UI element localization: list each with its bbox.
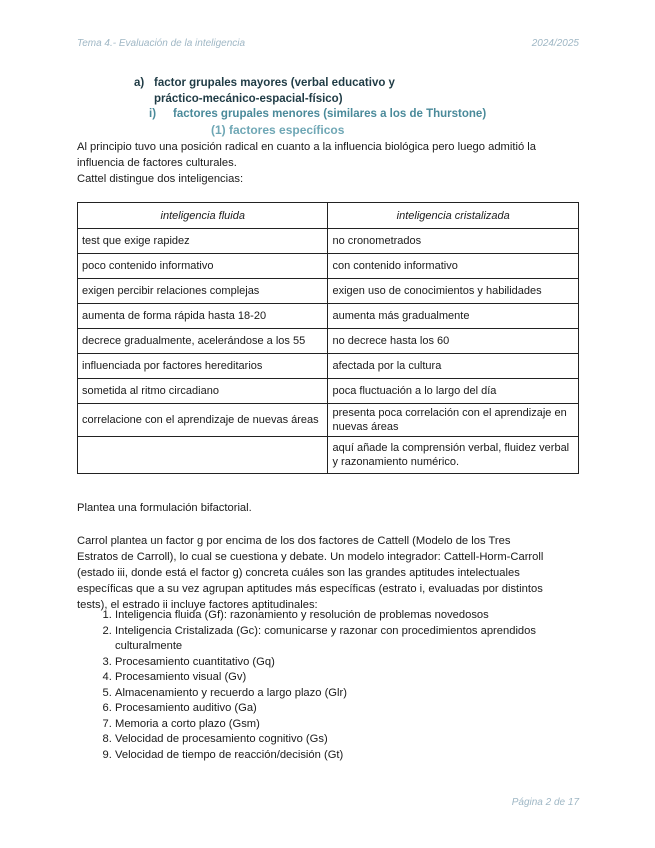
table-cell: afectada por la cultura	[328, 354, 579, 379]
table-row	[78, 437, 579, 474]
table-row	[78, 304, 579, 329]
table-row	[78, 379, 579, 404]
table-cell: sometida al ritmo circadiano	[78, 379, 328, 404]
list-item: 4. Procesamiento visual (Gv)	[115, 670, 585, 686]
outline-a-line1: factor grupales mayores (verbal educativo y	[154, 77, 395, 89]
table-cell: poca fluctuación a lo largo del día	[328, 379, 579, 404]
carrol-line: tests), el estrado ii incluye factores aptitudinales:	[77, 599, 318, 611]
intro-line: Al principio tuvo una posición radical en cuanto a la influencia biológica pero luego admitió la	[77, 141, 536, 153]
intro-line: influencia de factores culturales.	[77, 157, 237, 169]
carrol-line: Carrol plantea un factor g por encima de los dos factores de Cattell (Modelo de los Tres	[77, 535, 511, 547]
intro-paragraph	[77, 139, 582, 187]
carrol-line: Estratos de Carroll), lo cual se cuestiona y debate. Un modelo integrador: Cattell-Horm-Carroll	[77, 551, 544, 563]
table-header-row	[78, 203, 579, 229]
table-cell: no decrece hasta los 60	[328, 329, 579, 354]
list-item: 7. Memoria a corto plazo (Gsm)	[115, 717, 585, 733]
carrol-paragraph	[77, 533, 582, 613]
outline-marker-a: a)	[134, 77, 145, 89]
outline-item-i	[77, 107, 577, 123]
outline-item-1: (1) factores específicos	[211, 122, 345, 137]
column-header-crystallized: inteligencia cristalizada	[328, 203, 579, 229]
aptitudes-list	[77, 608, 585, 763]
intro-line: Cattel distingue dos inteligencias:	[77, 173, 244, 185]
table-row	[78, 279, 579, 304]
table-cell: aumenta más gradualmente	[328, 304, 579, 329]
table-row	[78, 254, 579, 279]
carrol-line: (estado iii, donde está el factor g) concreta cuáles son las grandes aptitudes intelectuales	[77, 567, 520, 579]
list-item: 2. Inteligencia Cristalizada (Gc): comunicarse y razonar con procedimientos aprendidos culturalmente	[115, 624, 585, 655]
column-header-fluid: inteligencia fluida	[78, 203, 328, 229]
table-cell: aumenta de forma rápida hasta 18-20	[78, 304, 328, 329]
table-cell	[78, 437, 328, 474]
table-cell: exigen percibir relaciones complejas	[78, 279, 328, 304]
table-cell: presenta poca correlación con el aprendizaje en nuevas áreas	[328, 404, 579, 437]
outline-marker-i: i)	[149, 108, 157, 120]
bifactorial-text: Plantea una formulación bifactorial.	[77, 502, 252, 514]
table-row	[78, 404, 579, 437]
table-cell: exigen uso de conocimientos y habilidades	[328, 279, 579, 304]
intelligence-table	[77, 202, 579, 474]
list-item: 5. Almacenamiento y recuerdo a largo plazo (Glr)	[115, 686, 585, 702]
carrol-line: específicas que a su vez agrupan aptitudes más específicas (estrato i, evaluadas por distintos	[77, 583, 543, 595]
table-row	[78, 229, 579, 254]
list-item: 3. Procesamiento cuantitativo (Gq)	[115, 655, 585, 671]
outline-item-a	[77, 76, 577, 92]
page-number: Página 2 de 17	[511, 797, 579, 808]
table-cell: con contenido informativo	[328, 254, 579, 279]
table-cell: test que exige rapidez	[78, 229, 328, 254]
table-cell: correlacione con el aprendizaje de nuevas áreas	[78, 404, 328, 437]
table-row	[78, 329, 579, 354]
list-item: 9. Velocidad de tiempo de reacción/decisión (Gt)	[115, 748, 585, 764]
list-item: 6. Procesamiento auditivo (Ga)	[115, 701, 585, 717]
table-cell: poco contenido informativo	[78, 254, 328, 279]
header-year: 2024/2025	[531, 38, 579, 49]
table-cell: aquí añade la comprensión verbal, fluidez verbal y razonamiento numérico.	[328, 437, 579, 474]
list-item: 1. Inteligencia fluida (Gf): razonamiento y resolución de problemas novedosos	[115, 608, 585, 624]
table-cell: decrece gradualmente, acelerándose a los 55	[78, 329, 328, 354]
list-item: 8. Velocidad de procesamiento cognitivo (Gs)	[115, 732, 585, 748]
table-row	[78, 354, 579, 379]
table-cell: influenciada por factores hereditarios	[78, 354, 328, 379]
outline	[77, 76, 577, 138]
header-title: Tema 4.- Evaluación de la inteligencia	[77, 38, 246, 49]
outline-i-text: factores grupales menores (similares a los de Thurstone)	[173, 108, 487, 120]
outline-a-line2: práctico-mecánico-espacial-físico)	[154, 92, 343, 105]
table-cell: no cronometrados	[328, 229, 579, 254]
